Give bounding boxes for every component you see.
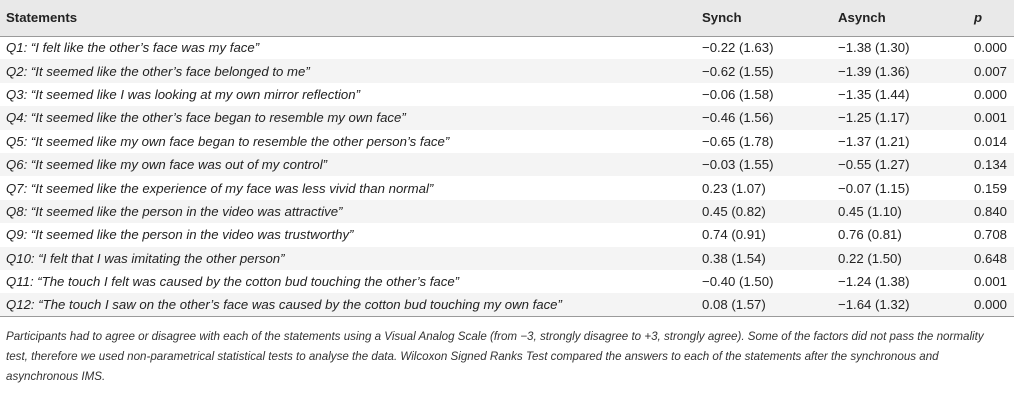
statement-cell: Q6: “It seemed like my own face was out of my control”	[6, 157, 328, 173]
asynch-cell: −1.38 (1.30)	[838, 40, 910, 56]
asynch-cell: −0.55 (1.27)	[838, 157, 910, 173]
synch-cell: −0.40 (1.50)	[702, 274, 774, 290]
statement-cell: Q3: “It seemed like I was looking at my own mirror reflection”	[6, 86, 360, 102]
statement-cell: Q9: “It seemed like the person in the video was trustworthy”	[6, 227, 354, 243]
p-value-cell: 0.001	[974, 274, 1008, 290]
asynch-cell: 0.22 (1.50)	[838, 250, 902, 266]
table-row	[0, 36, 1014, 59]
table-row	[0, 83, 1014, 106]
table-row	[0, 176, 1014, 199]
p-value-cell: 0.708	[974, 227, 1008, 243]
table-row	[0, 200, 1014, 223]
synch-cell: −0.22 (1.63)	[702, 40, 774, 56]
synch-cell: 0.74 (0.91)	[702, 227, 766, 243]
p-value-cell: 0.840	[974, 203, 1008, 219]
header-synch: Synch	[696, 0, 832, 36]
statement-cell: Q10: “I felt that I was imitating the other person”	[6, 250, 285, 266]
p-value-cell: 0.000	[974, 86, 1008, 102]
statement-cell: Q8: “It seemed like the person in the video was attractive”	[6, 203, 343, 219]
table-row	[0, 247, 1014, 270]
asynch-cell: 0.45 (1.10)	[838, 203, 902, 219]
synch-cell: −0.62 (1.55)	[702, 63, 774, 79]
table-row	[0, 223, 1014, 246]
table-row	[0, 130, 1014, 153]
synch-cell: 0.23 (1.07)	[702, 180, 766, 196]
p-value-cell: 0.000	[968, 293, 1014, 316]
statement-cell: Q7: “It seemed like the experience of my face was less vivid than normal”	[6, 180, 434, 196]
asynch-cell: −1.37 (1.21)	[838, 133, 910, 149]
asynch-cell: −1.64 (1.32)	[832, 293, 968, 316]
statement-cell: Q5: “It seemed like my own face began to resemble the other person’s face”	[6, 133, 450, 149]
p-value-cell: 0.000	[974, 40, 1008, 56]
asynch-cell: −1.39 (1.36)	[838, 63, 910, 79]
statement-cell: Q4: “It seemed like the other’s face began to resemble my own face”	[6, 110, 406, 126]
synch-cell: 0.45 (0.82)	[702, 203, 766, 219]
p-value-cell: 0.648	[974, 250, 1008, 266]
table-row	[0, 293, 1014, 316]
statement-cell: Q12: “The touch I saw on the other’s face was caused by the cotton bud touching my own face”	[0, 293, 696, 316]
asynch-cell: −1.24 (1.38)	[838, 274, 910, 290]
synch-cell: −0.06 (1.58)	[702, 86, 774, 102]
table-row	[0, 59, 1014, 82]
asynch-cell: 0.76 (0.81)	[838, 227, 902, 243]
header-p: p	[968, 0, 1014, 36]
synch-cell: −0.46 (1.56)	[702, 110, 774, 126]
statement-cell: Q11: “The touch I felt was caused by the cotton bud touching the other’s face”	[6, 274, 460, 290]
synch-cell: 0.08 (1.57)	[696, 293, 832, 316]
asynch-cell: −1.25 (1.17)	[838, 110, 910, 126]
table-body	[0, 36, 1014, 317]
header-statements: Statements	[0, 0, 696, 36]
table-footnote: Participants had to agree or disagree with each of the statements using a Visual Analog Scale (from −3, strongly disagree to +3, strongly agree). Some of the factors did not pass the normality test, therefore we used non-parametrical statistical tests to analyse the data. Wilcoxon Signed Ranks Test compared the answers to each of the statements after the synchronous and asynchronous IMS.	[6, 330, 984, 384]
p-value-cell: 0.007	[974, 63, 1008, 79]
table-header-row	[0, 0, 1014, 36]
p-value-cell: 0.014	[974, 133, 1008, 149]
table-row	[0, 153, 1014, 176]
synch-cell: 0.38 (1.54)	[702, 250, 766, 266]
table-row	[0, 270, 1014, 293]
asynch-cell: −0.07 (1.15)	[838, 180, 910, 196]
p-value-cell: 0.001	[974, 110, 1008, 126]
p-value-cell: 0.159	[974, 180, 1008, 196]
synch-cell: −0.65 (1.78)	[702, 133, 774, 149]
table-row	[0, 106, 1014, 129]
p-value-cell: 0.134	[974, 157, 1008, 173]
asynch-cell: −1.35 (1.44)	[838, 86, 910, 102]
header-asynch: Asynch	[832, 0, 968, 36]
synch-cell: −0.03 (1.55)	[702, 157, 774, 173]
statement-cell: Q1: “I felt like the other’s face was my face”	[6, 40, 260, 56]
statement-cell: Q2: “It seemed like the other’s face belonged to me”	[6, 63, 310, 79]
